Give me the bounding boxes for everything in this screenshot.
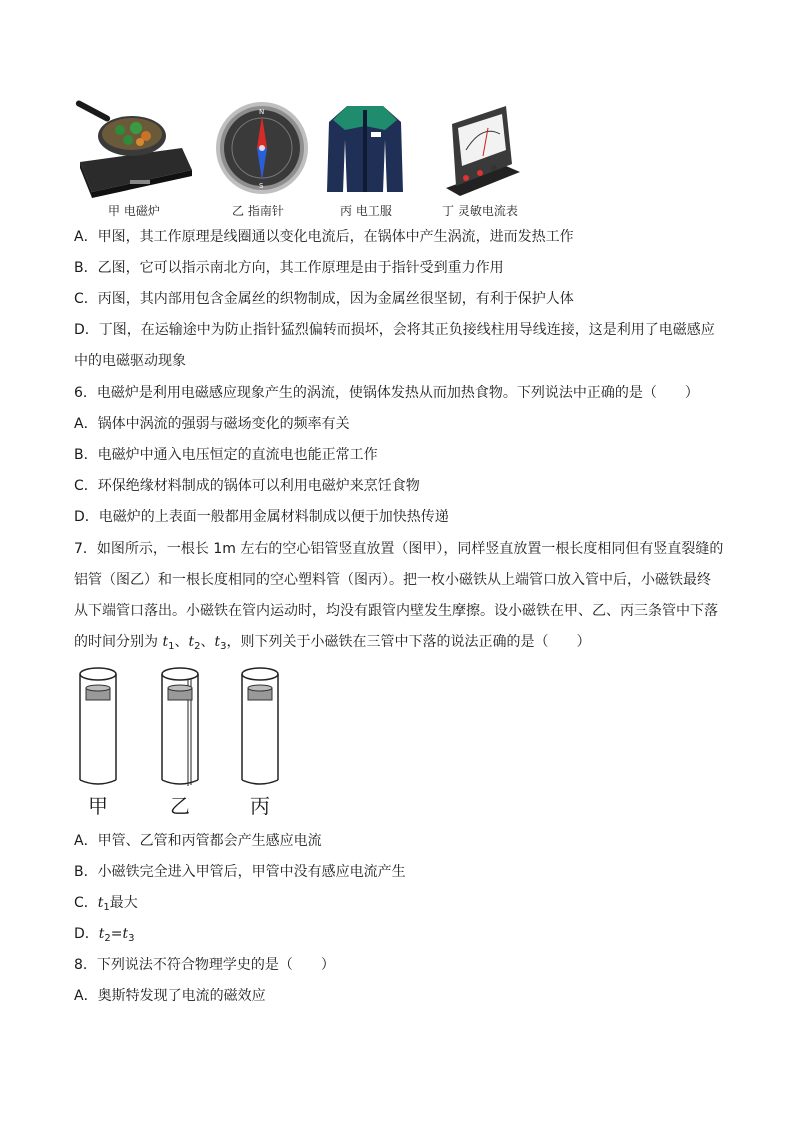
- t3-symbol: t: [214, 634, 221, 650]
- induction-cooker-image: [70, 100, 195, 200]
- figure-caption-ding: 丁 灵敏电流表: [442, 204, 518, 218]
- q8-option-a: A．奥斯特发现了电流的磁效应: [74, 988, 266, 1004]
- tube-label-bing: 丙: [250, 794, 270, 818]
- d-t2-symbol: t: [98, 926, 105, 942]
- q7-stem-line4-pre: 的时间分别为: [74, 634, 163, 650]
- q7-stem-line4-post: ，则下列关于小磁铁在三管中下落的说法正确的是（ ）: [226, 634, 591, 650]
- q8-stem: 8．下列说法不符合物理学史的是（ ）: [74, 957, 335, 973]
- t2-subscript: 2: [194, 641, 201, 652]
- q7-stem-line3: 从下端管口落出。小磁铁在管内运动时，均没有跟管内壁发生摩擦。设小磁铁在甲、乙、丙三条管中下落: [74, 603, 718, 619]
- c-t1-symbol: t: [97, 895, 104, 911]
- figure-caption-jia: 甲 电磁炉: [108, 204, 160, 218]
- c-t1-subscript: 1: [103, 902, 110, 913]
- figure-row: [70, 100, 530, 222]
- q6-option-b: B．电磁炉中通入电压恒定的直流电也能正常工作: [74, 447, 378, 463]
- q6-option-d: D．电磁炉的上表面一般都用金属材料制成以便于加快热传递: [74, 509, 449, 525]
- tube-label-yi: 乙: [170, 794, 190, 818]
- compass-image: [215, 100, 310, 196]
- q6-stem: 6．电磁炉是利用电磁感应现象产生的涡流，使锅体发热从而加热食物。下列说法中正确的是（ ）: [74, 385, 699, 401]
- compass-north-letter: N: [259, 108, 265, 116]
- d-equals: =: [110, 926, 123, 942]
- q6-option-a: A．锅体中涡流的强弱与磁场变化的频率有关: [74, 416, 350, 432]
- q7-option-c-label: C．: [74, 895, 98, 911]
- q5-option-d-line2: 中的电磁驱动现象: [74, 353, 186, 369]
- q7-option-a: A．甲管、乙管和丙管都会产生感应电流: [74, 833, 322, 849]
- t3-subscript: 3: [220, 641, 227, 652]
- d-t2-subscript: 2: [104, 933, 111, 944]
- q5-option-d-line1: D．丁图，在运输途中为防止指针猛烈偏转而损坏，会将其正负接线柱用导线连接，这是利用了电磁感应: [74, 322, 715, 338]
- q7-option-d-label: D．: [74, 926, 99, 942]
- q5-option-b: B．乙图，它可以指示南北方向，其工作原理是由于指针受到重力作用: [74, 260, 504, 276]
- figure-caption-yi: 乙 指南针: [232, 204, 284, 218]
- galvanometer-image: [436, 100, 526, 196]
- electrician-uniform-image: [325, 100, 405, 196]
- t1-subscript: 1: [168, 641, 175, 652]
- q7-stem-line4: [74, 632, 591, 657]
- t2-symbol: t: [188, 634, 195, 650]
- sep-1: 、: [174, 634, 189, 650]
- tube-label-jia: 甲: [88, 794, 108, 818]
- q5-option-a: A．甲图，其工作原理是线圈通以变化电流后，在锅体中产生涡流，进而发热工作: [74, 229, 574, 245]
- q7-option-c: [74, 893, 138, 918]
- q7-stem-line1: 7．如图所示，一根长 1m 左右的空心铝管竖直放置（图甲），同样竖直放置一根长度相同但有竖直裂缝的: [74, 541, 724, 557]
- sep-2: 、: [200, 634, 215, 650]
- q7-option-c-text: 最大: [109, 895, 138, 911]
- q7-option-d: [74, 924, 135, 949]
- t1-symbol: t: [162, 634, 169, 650]
- q6-option-c: C．环保绝缘材料制成的锅体可以利用电磁炉来烹饪食物: [74, 478, 420, 494]
- d-t3-symbol: t: [122, 926, 129, 942]
- q7-stem-line2: 铝管（图乙）和一根长度相同的空心塑料管（图丙）。把一枚小磁铁从上端管口放入管中后，小磁铁最终: [74, 572, 711, 588]
- d-t3-subscript: 3: [128, 933, 135, 944]
- figure-caption-bing: 丙 电工服: [340, 204, 392, 218]
- tubes-figure: [74, 662, 294, 822]
- compass-south-letter: S: [259, 182, 264, 190]
- q5-option-c: C．丙图，其内部用包含金属丝的织物制成，因为金属丝很坚韧，有利于保护人体: [74, 291, 574, 307]
- q7-option-b: B．小磁铁完全进入甲管后，甲管中没有感应电流产生: [74, 864, 406, 880]
